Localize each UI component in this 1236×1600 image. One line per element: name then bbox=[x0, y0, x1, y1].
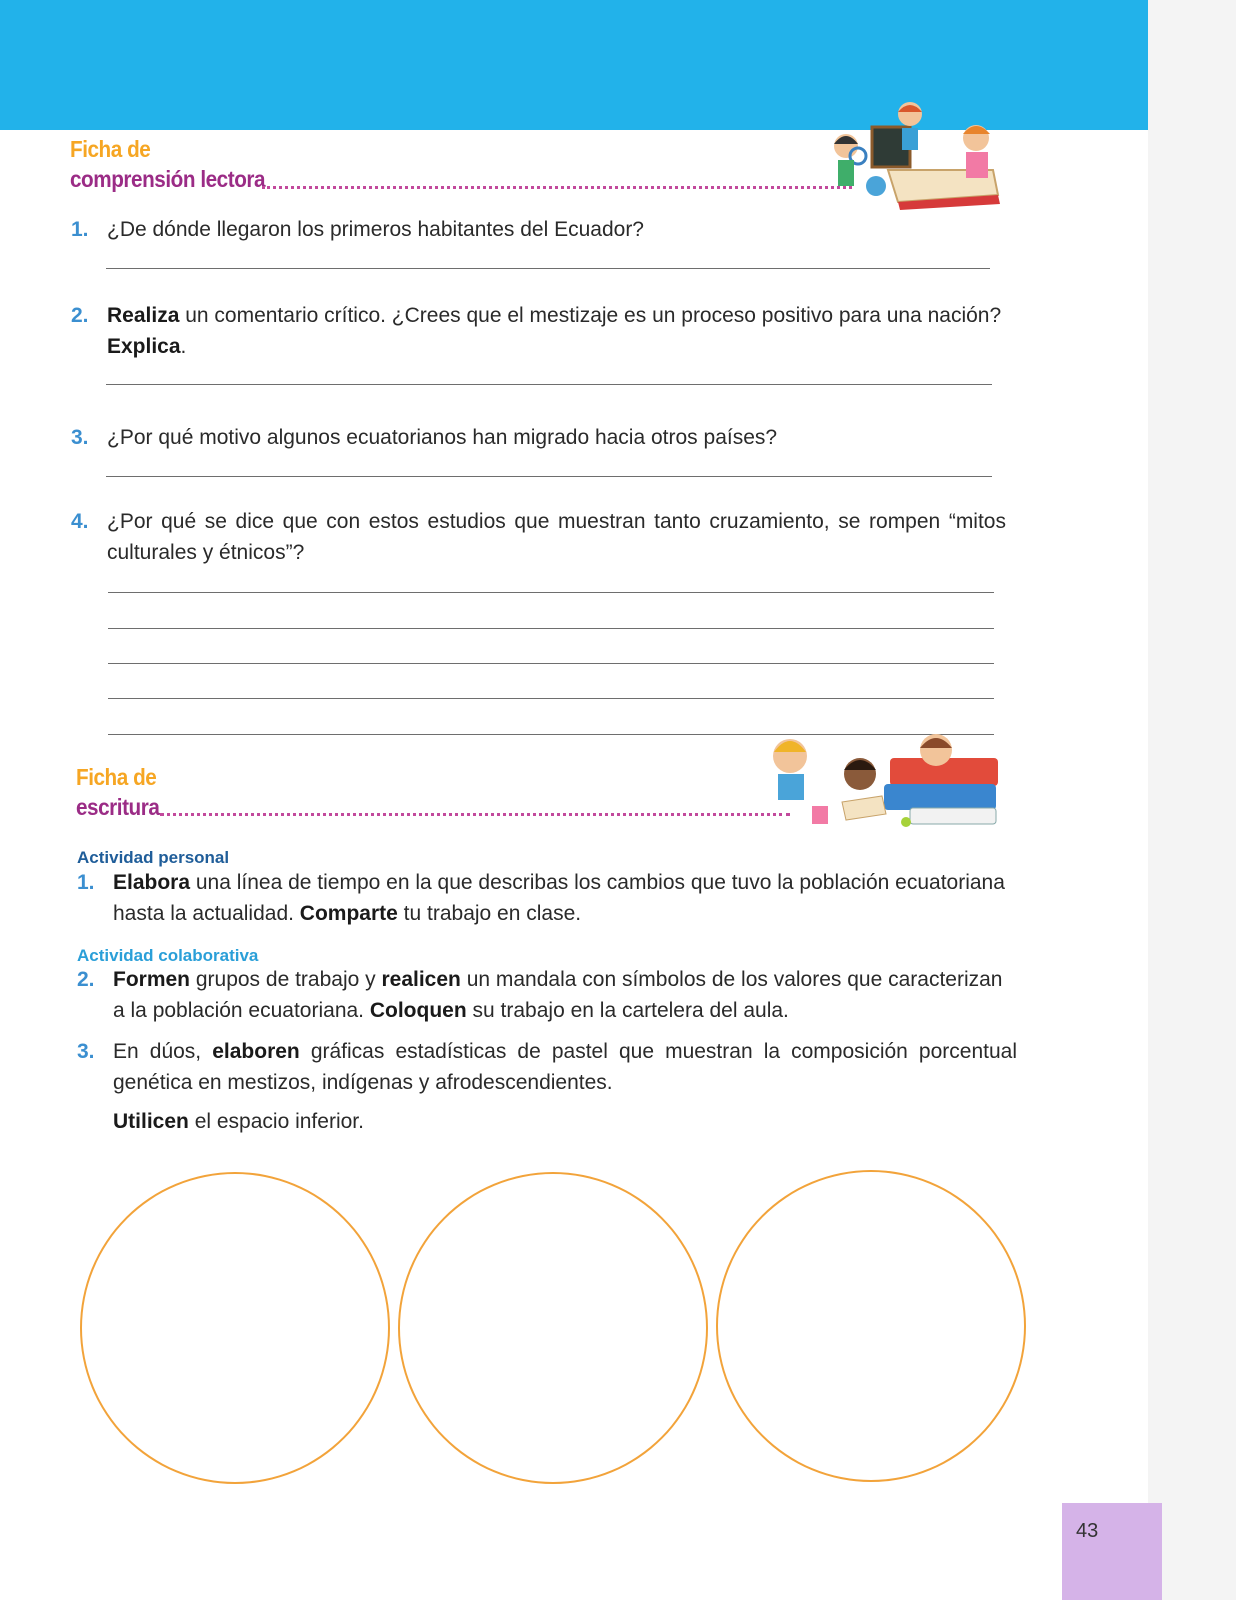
title-line2: escritura bbox=[76, 794, 160, 820]
verb-emphasis: Realiza bbox=[107, 304, 180, 327]
title-line1: Ficha de bbox=[70, 136, 151, 162]
page-number-tab bbox=[1062, 1503, 1162, 1600]
verb-emphasis: elaboren bbox=[212, 1040, 300, 1063]
pie-chart-circle-3[interactable] bbox=[716, 1170, 1026, 1482]
writing-section-title bbox=[76, 762, 159, 822]
activity-text: un mandala con símbolos de los valores que caracterizan a la población ecuatoriana. bbox=[113, 968, 1003, 1022]
activity-number: 2. bbox=[77, 968, 95, 991]
verb-emphasis: Formen bbox=[113, 968, 191, 991]
pie-chart-circle-2[interactable] bbox=[398, 1172, 708, 1484]
pie-chart-circle-1[interactable] bbox=[80, 1172, 390, 1484]
children-reading-illustration bbox=[828, 100, 1008, 212]
verb-emphasis: Coloquen bbox=[369, 999, 467, 1022]
activity-text: gráficas estadísticas de pastel que muestran la composición porcentual genética en mestizos, indígenas y afrodescendientes. bbox=[113, 1040, 1017, 1094]
activity-text: tu trabajo en clase. bbox=[397, 902, 582, 925]
question-number: 3. bbox=[71, 426, 89, 449]
activity-text: una línea de tiempo en la que describas los cambios que tuvo la población ecuatoriana hasta la actualidad. bbox=[113, 871, 1005, 925]
answer-line[interactable] bbox=[106, 268, 990, 269]
activity-number: 1. bbox=[77, 871, 95, 894]
verb-emphasis: Explica bbox=[107, 335, 181, 358]
question-text: ¿Por qué se dice que con estos estudios que muestran tanto cruzamiento, se rompen “mitos culturales y étnicos”? bbox=[107, 510, 1006, 564]
instruction-text: el espacio inferior. bbox=[188, 1110, 364, 1133]
question-3 bbox=[71, 422, 1001, 453]
collaborative-activity-heading: Actividad colaborativa bbox=[77, 946, 259, 965]
verb-emphasis: realicen bbox=[381, 968, 461, 991]
dotted-divider bbox=[160, 813, 790, 816]
question-number: 1. bbox=[71, 218, 89, 241]
verb-emphasis: Comparte bbox=[299, 902, 398, 925]
activity-number: 3. bbox=[77, 1040, 95, 1063]
answer-line[interactable] bbox=[106, 476, 992, 477]
dotted-divider bbox=[262, 186, 852, 189]
answer-line[interactable] bbox=[108, 592, 994, 593]
children-books-illustration bbox=[760, 730, 1008, 830]
verb-emphasis: Utilicen bbox=[113, 1110, 189, 1133]
question-4 bbox=[71, 506, 1006, 568]
question-number: 4. bbox=[71, 510, 89, 533]
instruction bbox=[77, 1106, 1017, 1137]
title-line2: comprensión lectora bbox=[70, 166, 266, 192]
reading-section-title bbox=[70, 134, 265, 194]
activity-2 bbox=[77, 964, 1017, 1026]
page-number: 43 bbox=[1076, 1520, 1099, 1542]
activity-text: En dúos, bbox=[113, 1040, 213, 1063]
verb-emphasis: Elabora bbox=[113, 871, 191, 894]
answer-line[interactable] bbox=[108, 663, 994, 664]
question-text: . bbox=[180, 335, 187, 358]
activity-text: su trabajo en la cartelera del aula. bbox=[466, 999, 789, 1022]
activity-text: grupos de trabajo y bbox=[190, 968, 382, 991]
answer-line[interactable] bbox=[106, 384, 992, 385]
page-edge bbox=[1148, 0, 1236, 1600]
title-line1: Ficha de bbox=[76, 764, 157, 790]
activity-1 bbox=[77, 867, 1017, 929]
question-1 bbox=[71, 214, 1001, 245]
personal-activity-heading: Actividad personal bbox=[77, 848, 230, 867]
question-text: ¿Por qué motivo algunos ecuatorianos han migrado hacia otros países? bbox=[107, 426, 778, 449]
question-text: un comentario crítico. ¿Crees que el mestizaje es un proceso positivo para una nación? bbox=[179, 304, 1002, 327]
answer-line[interactable] bbox=[108, 628, 994, 629]
question-text: ¿De dónde llegaron los primeros habitantes del Ecuador? bbox=[107, 218, 644, 241]
question-2 bbox=[71, 300, 1006, 362]
activity-3 bbox=[77, 1036, 1017, 1098]
answer-line[interactable] bbox=[108, 698, 994, 699]
question-number: 2. bbox=[71, 304, 89, 327]
